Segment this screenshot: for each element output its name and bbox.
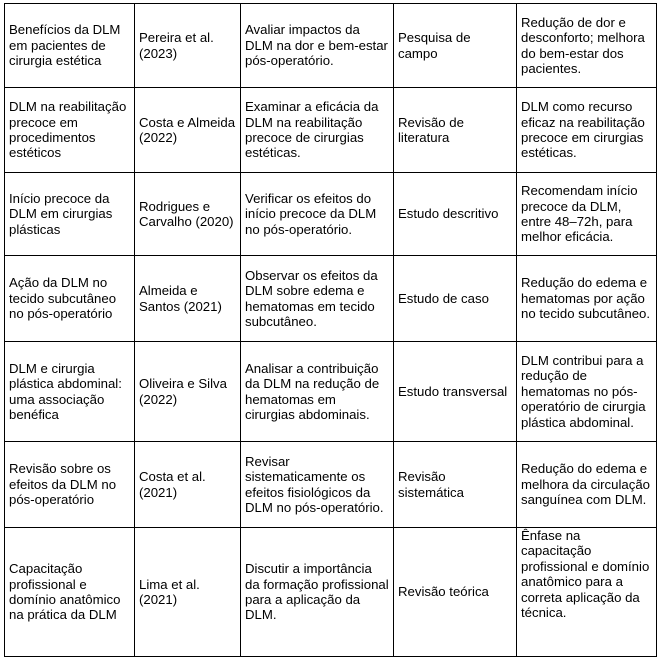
cell-resultado: Redução do edema e hematomas por ação no tecido subcutâneo. [517, 256, 657, 342]
table-row [5, 256, 657, 342]
cell-metodo: Estudo transversal [394, 342, 517, 442]
cell-tema: Ação da DLM no tecido subcutâneo no pós-operatório [5, 256, 135, 342]
cell-autor: Costa e Almeida (2022) [135, 88, 241, 173]
cell-tema: DLM na reabilitação precoce em procedimentos estéticos [5, 88, 135, 173]
cell-resultado: Redução de dor e desconforto; melhora do bem-estar dos pacientes. [517, 4, 657, 88]
cell-objetivo: Examinar a eficácia da DLM na reabilitação precoce de cirurgias estéticas. [241, 88, 394, 173]
cell-objetivo: Revisar sistematicamente os efeitos fisiológicos da DLM no pós-operatório. [241, 442, 394, 528]
cell-metodo: Revisão de literatura [394, 88, 517, 173]
cell-objetivo: Analisar a contribuição da DLM na redução de hematomas em cirurgias abdominais. [241, 342, 394, 442]
cell-autor: Almeida e Santos (2021) [135, 256, 241, 342]
cell-autor: Costa et al. (2021) [135, 442, 241, 528]
literature-table [4, 3, 657, 657]
cell-autor: Lima et al. (2021) [135, 528, 241, 657]
cell-metodo: Revisão teórica [394, 528, 517, 657]
cell-resultado: Redução do edema e melhora da circulação sanguínea com DLM. [517, 442, 657, 528]
table-row [5, 528, 657, 657]
cell-resultado: DLM como recurso eficaz na reabilitação precoce em cirurgias estéticas. [517, 88, 657, 173]
cell-autor: Oliveira e Silva (2022) [135, 342, 241, 442]
table-row [5, 342, 657, 442]
cell-metodo: Estudo de caso [394, 256, 517, 342]
cell-resultado: DLM contribui para a redução de hematomas no pós-operatório de cirurgia plástica abdominal. [517, 342, 657, 442]
table-row [5, 88, 657, 173]
cell-objetivo: Verificar os efeitos do início precoce da DLM no pós-operatório. [241, 173, 394, 256]
cell-objetivo: Avaliar impactos da DLM na dor e bem-estar pós-operatório. [241, 4, 394, 88]
cell-objetivo: Observar os efeitos da DLM sobre edema e hematomas em tecido subcutâneo. [241, 256, 394, 342]
cell-tema: Início precoce da DLM em cirurgias plásticas [5, 173, 135, 256]
table-row [5, 173, 657, 256]
table-row [5, 4, 657, 88]
cell-metodo: Estudo descritivo [394, 173, 517, 256]
cell-resultado: Ênfase na capacitação profissional e domínio anatômico para a correta aplicação da técnica. [517, 528, 657, 657]
cell-autor: Rodrigues e Carvalho (2020) [135, 173, 241, 256]
cell-tema: Revisão sobre os efeitos da DLM no pós-operatório [5, 442, 135, 528]
cell-tema: Benefícios da DLM em pacientes de cirurgia estética [5, 4, 135, 88]
cell-tema: DLM e cirurgia plástica abdominal: uma associação benéfica [5, 342, 135, 442]
cell-resultado: Recomendam início precoce da DLM, entre 48–72h, para melhor eficácia. [517, 173, 657, 256]
cell-metodo: Pesquisa de campo [394, 4, 517, 88]
table-row [5, 442, 657, 528]
cell-metodo: Revisão sistemática [394, 442, 517, 528]
cell-autor: Pereira et al. (2023) [135, 4, 241, 88]
cell-tema: Capacitação profissional e domínio anatômico na prática da DLM [5, 528, 135, 657]
cell-objetivo: Discutir a importância da formação profissional para a aplicação da DLM. [241, 528, 394, 657]
